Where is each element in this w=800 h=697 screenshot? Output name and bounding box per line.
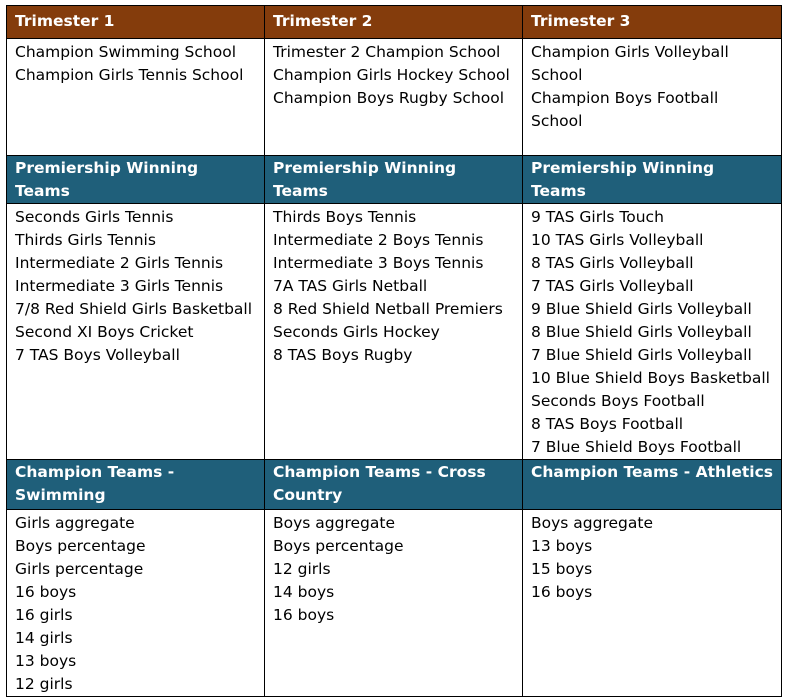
list-item: 12 girls <box>15 675 73 693</box>
champion-schools-row <box>7 39 782 156</box>
trimester-1-heading: Trimester 1 <box>7 6 265 39</box>
champion-teams-header-row <box>7 460 782 510</box>
list-item: Intermediate 2 Girls Tennis <box>15 254 224 272</box>
champion-teams-1 <box>7 510 265 697</box>
list-item: Thirds Boys Tennis <box>273 208 417 226</box>
results-table <box>6 5 782 697</box>
list-item: 8 Red Shield Netball Premiers <box>273 300 503 318</box>
school-item: Champion Boys Football School <box>531 89 719 130</box>
school-item: Champion Girls Tennis School <box>15 66 244 84</box>
list-item: Intermediate 3 Girls Tennis <box>15 277 224 295</box>
list-item: Seconds Boys Football <box>531 392 705 410</box>
list-item: 8 TAS Girls Volleyball <box>531 254 694 272</box>
premiership-header-row <box>7 156 782 204</box>
list-item: 16 boys <box>15 583 77 601</box>
list-item: Intermediate 2 Boys Tennis <box>273 231 484 249</box>
list-item: Boys aggregate <box>273 514 395 532</box>
list-item: Second XI Boys Cricket <box>15 323 194 341</box>
list-item: Girls percentage <box>15 560 144 578</box>
school-item: Trimester 2 Champion School <box>273 43 501 61</box>
list-item: 12 girls <box>273 560 331 578</box>
list-item: Seconds Girls Hockey <box>273 323 440 341</box>
list-item: 7 TAS Girls Volleyball <box>531 277 694 295</box>
trimester-3-schools <box>523 39 782 156</box>
list-item: 8 Blue Shield Girls Volleyball <box>531 323 752 341</box>
premiership-teams-3 <box>523 204 782 460</box>
list-item: Boys percentage <box>15 537 146 555</box>
champion-heading-2: Champion Teams - Cross Country <box>265 460 523 510</box>
list-item: Boys percentage <box>273 537 404 555</box>
list-item: 9 Blue Shield Girls Volleyball <box>531 300 752 318</box>
list-item: 9 TAS Girls Touch <box>531 208 664 226</box>
list-item: Girls aggregate <box>15 514 135 532</box>
list-item: 7 Blue Shield Boys Football <box>531 438 742 456</box>
list-item: 7 Blue Shield Girls Volleyball <box>531 346 752 364</box>
list-item: 13 boys <box>15 652 77 670</box>
trimester-2-schools <box>265 39 523 156</box>
trimester-header-row <box>7 6 782 39</box>
trimester-3-heading: Trimester 3 <box>523 6 782 39</box>
trimester-2-heading: Trimester 2 <box>265 6 523 39</box>
list-item: 7A TAS Girls Netball <box>273 277 428 295</box>
premiership-teams-row <box>7 204 782 460</box>
list-item: 10 Blue Shield Boys Basketball <box>531 369 770 387</box>
list-item: 16 boys <box>531 583 593 601</box>
premiership-heading-3: Premiership Winning Teams <box>523 156 782 204</box>
list-item: 8 TAS Boys Football <box>531 415 684 433</box>
school-item: Champion Swimming School <box>15 43 236 61</box>
premiership-heading-2: Premiership Winning Teams <box>265 156 523 204</box>
list-item: Seconds Girls Tennis <box>15 208 174 226</box>
list-item: Thirds Girls Tennis <box>15 231 156 249</box>
list-item: Intermediate 3 Boys Tennis <box>273 254 484 272</box>
list-item: 16 boys <box>273 606 335 624</box>
champion-teams-3 <box>523 510 782 697</box>
champion-heading-3: Champion Teams - Athletics <box>523 460 782 510</box>
champion-teams-2 <box>265 510 523 697</box>
list-item: 16 girls <box>15 606 73 624</box>
list-item: 7/8 Red Shield Girls Basketball <box>15 300 253 318</box>
school-item: Champion Boys Rugby School <box>273 89 505 107</box>
premiership-teams-2 <box>265 204 523 460</box>
list-item: 7 TAS Boys Volleyball <box>15 346 180 364</box>
list-item: 14 boys <box>273 583 335 601</box>
school-item: Champion Girls Hockey School <box>273 66 510 84</box>
school-item: Champion Girls Volleyball School <box>531 43 729 84</box>
list-item: 8 TAS Boys Rugby <box>273 346 413 364</box>
list-item: 14 girls <box>15 629 73 647</box>
trimester-1-schools <box>7 39 265 156</box>
list-item: 10 TAS Girls Volleyball <box>531 231 704 249</box>
premiership-teams-1 <box>7 204 265 460</box>
champion-heading-1: Champion Teams - Swimming <box>7 460 265 510</box>
list-item: 15 boys <box>531 560 593 578</box>
premiership-heading-1: Premiership Winning Teams <box>7 156 265 204</box>
list-item: Boys aggregate <box>531 514 653 532</box>
list-item: 13 boys <box>531 537 593 555</box>
champion-teams-row <box>7 510 782 697</box>
